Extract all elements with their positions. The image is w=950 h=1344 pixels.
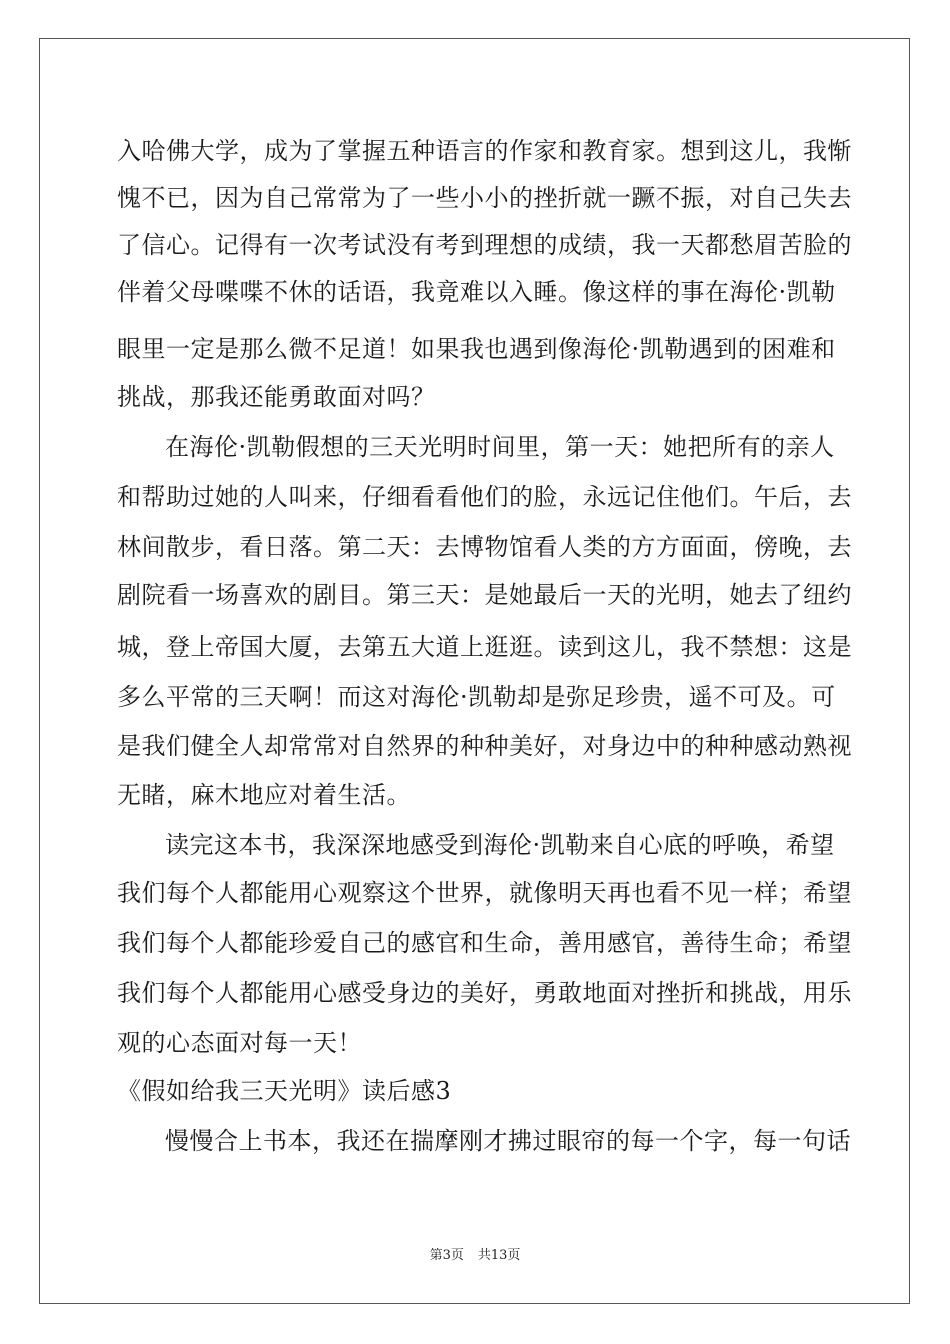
text-line: 了信心。记得有一次考试没有考到理想的成绩，我一天都愁眉苦脸的	[117, 231, 852, 259]
section-title: 《假如给我三天光明》读后感3	[117, 1077, 452, 1105]
page-number-total: 共13页	[477, 1248, 521, 1263]
text-line: 伴着父母喋喋不休的话语，我竟难以入睡。像这样的事在海伦·凯勒	[117, 278, 836, 306]
text-line: 和帮助过她的人叫来，仔细看看他们的脸，永远记住他们。午后，去	[117, 483, 852, 511]
text-line: 愧不已，因为自己常常为了一些小小的挫折就一蹶不振，对自己失去	[117, 184, 852, 212]
paragraph-start-line: 读完这本书，我深深地感受到海伦·凯勒来自心底的呼唤，希望	[165, 831, 835, 859]
text-line: 城，登上帝国大厦，去第五大道上逛逛。读到这儿，我不禁想：这是	[117, 633, 852, 661]
page-footer	[0, 1248, 950, 1264]
text-line: 我们每个人都能用心观察这个世界，就像明天再也看不见一样；希望	[117, 879, 852, 907]
text-line: 无睹，麻木地应对着生活。	[117, 781, 411, 809]
page-border	[39, 38, 910, 1304]
text-line: 剧院看一场喜欢的剧目。第三天：是她最后一天的光明，她去了纽约	[117, 581, 852, 609]
text-line: 眼里一定是那么微不足道！如果我也遇到像海伦·凯勒遇到的困难和	[117, 335, 836, 363]
paragraph-start-line: 在海伦·凯勒假想的三天光明时间里，第一天：她把所有的亲人	[165, 433, 835, 461]
text-line: 入哈佛大学，成为了掌握五种语言的作家和教育家。想到这儿，我惭	[117, 137, 852, 165]
page-number-current: 第3页	[429, 1248, 464, 1263]
paragraph-start-line: 慢慢合上书本，我还在揣摩刚才拂过眼帘的每一个字，每一句话	[165, 1127, 851, 1155]
text-line: 林间散步，看日落。第二天：去博物馆看人类的方方面面，傍晚，去	[117, 533, 852, 561]
text-line: 是我们健全人却常常对自然界的种种美好，对身边中的种种感动熟视	[117, 732, 852, 760]
text-line: 我们每个人都能用心感受身边的美好，勇敢地面对挫折和挑战，用乐	[117, 979, 852, 1007]
text-line: 挑战，那我还能勇敢面对吗？	[117, 383, 436, 411]
text-line: 我们每个人都能珍爱自己的感官和生命，善用感官，善待生命；希望	[117, 929, 852, 957]
text-line: 多么平常的三天啊！而这对海伦·凯勒却是弥足珍贵，遥不可及。可	[117, 683, 836, 711]
text-line: 观的心态面对每一天！	[117, 1029, 362, 1057]
